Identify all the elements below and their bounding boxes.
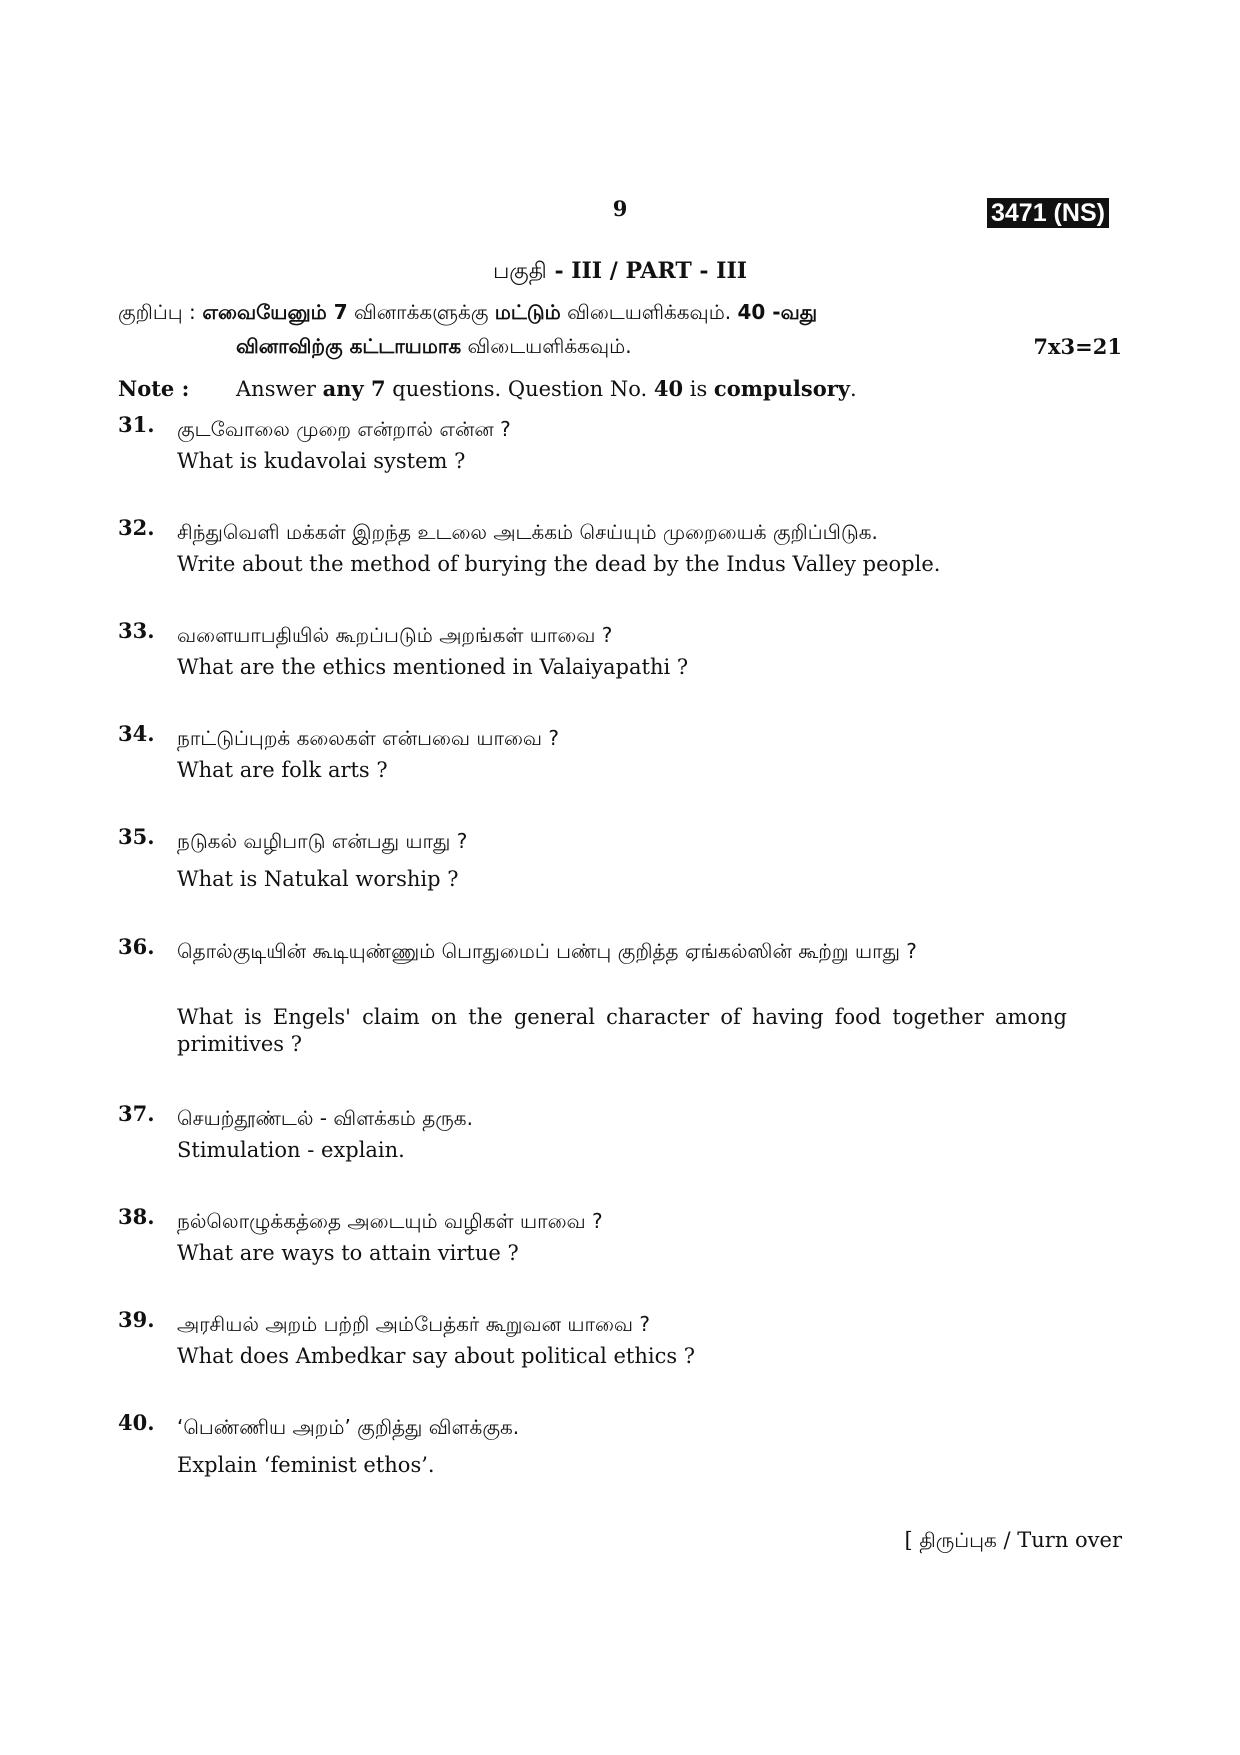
question-english: What does Ambedkar say about political ethics ? bbox=[177, 1344, 696, 1368]
instruction-tamil-line1 bbox=[118, 300, 817, 327]
question-english: What is kudavolai system ? bbox=[177, 449, 466, 473]
note-any7: any 7 bbox=[322, 376, 386, 401]
question-english: Stimulation - explain. bbox=[177, 1138, 405, 1162]
note-text: . bbox=[849, 377, 857, 401]
question-tamil: தொல்குடியின் கூடியுண்ணும் பொதுமைப் பண்பு குறித்த ஏங்கல்ஸின் கூற்று யாது ? bbox=[177, 939, 917, 963]
note-line bbox=[118, 376, 857, 401]
question-english: What are ways to attain virtue ? bbox=[177, 1241, 519, 1265]
footer-tamil: திருப்புக bbox=[919, 1528, 997, 1552]
note-text: Answer bbox=[236, 377, 323, 401]
question-tamil: நடுகல் வழிபாடு என்பது யாது ? bbox=[177, 829, 468, 853]
footer-bracket: [ bbox=[904, 1528, 920, 1552]
question-english: Explain ‘feminist ethos’. bbox=[177, 1453, 435, 1477]
question-number: 33. bbox=[118, 618, 155, 643]
question-tamil: சிந்துவெளி மக்கள் இறந்த உடலை அடக்கம் செய்யும் முறையைக் குறிப்பிடுக. bbox=[177, 520, 878, 544]
note-label: Note : bbox=[118, 376, 190, 401]
question-number: 34. bbox=[118, 721, 155, 746]
question-tamil: செயற்தூண்டல் - விளக்கம் தருக. bbox=[177, 1106, 473, 1130]
question-number: 31. bbox=[118, 412, 155, 437]
part-heading-english: - III / PART - III bbox=[554, 258, 748, 284]
question-tamil: குடவோலை முறை என்றால் என்ன ? bbox=[177, 417, 511, 441]
question-tamil: நல்லொழுக்கத்தை அடையும் வழிகள் யாவை ? bbox=[177, 1209, 603, 1233]
question-english: What are the ethics mentioned in Valaiyapathi ? bbox=[177, 655, 689, 679]
part-heading bbox=[0, 258, 1240, 287]
question-english: What are folk arts ? bbox=[177, 758, 388, 782]
note-q40: 40 bbox=[653, 376, 684, 401]
marks-allocation: 7x3=21 bbox=[1033, 334, 1122, 359]
question-number: 32. bbox=[118, 515, 155, 540]
turn-over-footer bbox=[904, 1528, 1122, 1555]
question-tamil: அரசியல் அறம் பற்றி அம்பேத்கர் கூறுவன யாவை ? bbox=[177, 1312, 651, 1336]
instruction-text: விடையளிக்கவும். bbox=[461, 334, 632, 358]
instruction-label: குறிப்பு : bbox=[118, 300, 196, 324]
question-tamil: நாட்டுப்புறக் கலைகள் என்பவை யாவை ? bbox=[177, 726, 560, 750]
note-text: questions. Question No. bbox=[385, 377, 654, 401]
question-english: Write about the method of burying the dead by the Indus Valley people. bbox=[177, 552, 941, 576]
note-text: is bbox=[683, 377, 714, 401]
question-number: 35. bbox=[118, 824, 155, 849]
question-number: 39. bbox=[118, 1307, 155, 1332]
instruction-compulsory: வினாவிற்கு கட்டாயமாக bbox=[236, 334, 462, 358]
footer-english: / Turn over bbox=[996, 1528, 1122, 1552]
question-number: 37. bbox=[118, 1101, 155, 1126]
instruction-q40: 40 -வது bbox=[737, 300, 818, 324]
question-tamil: ‘பெண்ணிய அறம்’ குறித்து விளக்குக. bbox=[177, 1415, 520, 1439]
question-number: 38. bbox=[118, 1204, 155, 1229]
question-number: 40. bbox=[118, 1410, 155, 1435]
question-english: What is Engels' claim on the general character of having food together among primitives ? bbox=[177, 1005, 1067, 1056]
instruction-only: மட்டும் bbox=[494, 300, 561, 324]
note-compulsory: compulsory bbox=[713, 376, 850, 401]
question-number: 36. bbox=[118, 934, 155, 959]
question-english: What is Natukal worship ? bbox=[177, 867, 459, 891]
instruction-any7: எவையேனும் 7 bbox=[202, 300, 348, 324]
paper-code-badge: 3471 (NS) bbox=[987, 198, 1109, 228]
part-heading-tamil: பகுதி bbox=[492, 259, 547, 284]
instruction-text: வினாக்களுக்கு bbox=[347, 300, 495, 324]
question-tamil: வளையாபதியில் கூறப்படும் அறங்கள் யாவை ? bbox=[177, 623, 613, 647]
instruction-text: விடையளிக்கவும். bbox=[560, 300, 738, 324]
instruction-tamil-line2 bbox=[236, 334, 632, 361]
page-number: 9 bbox=[612, 196, 628, 221]
